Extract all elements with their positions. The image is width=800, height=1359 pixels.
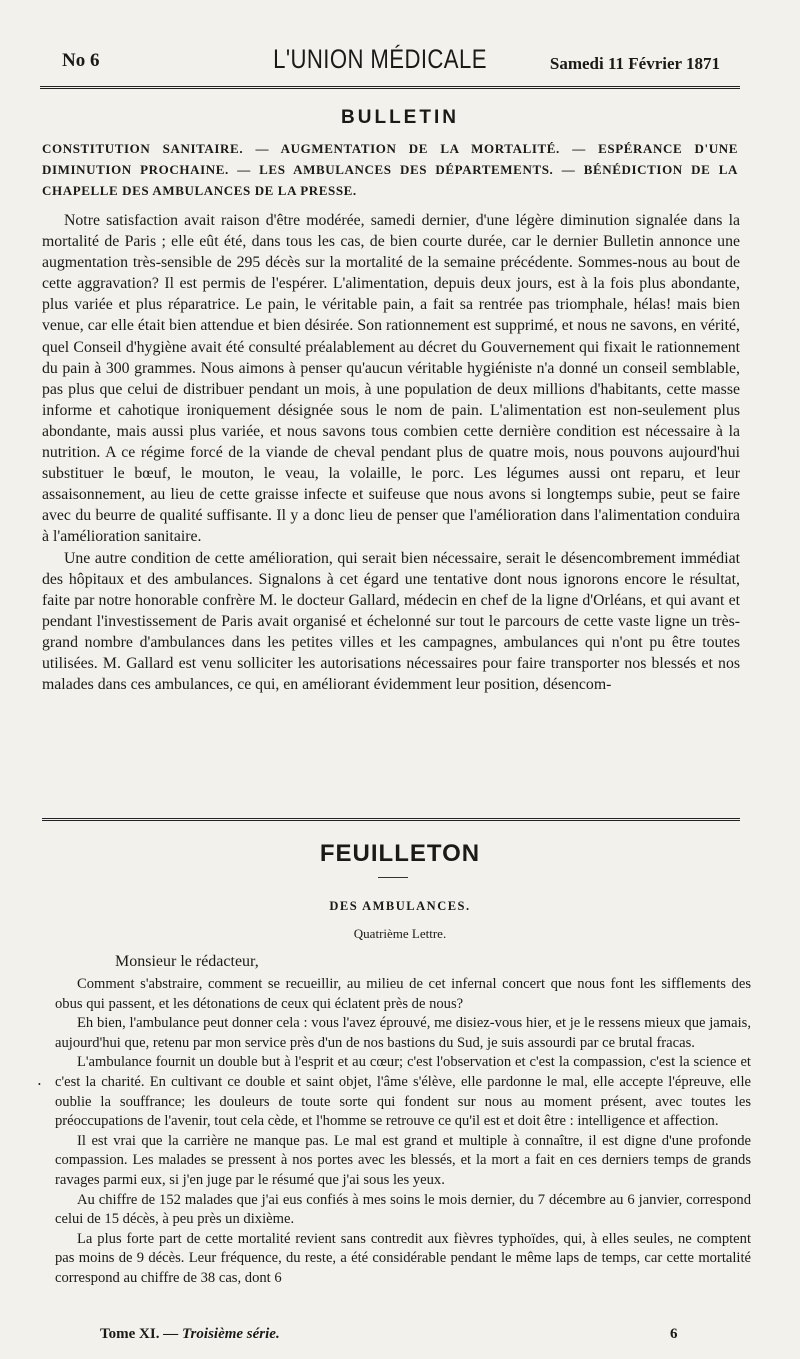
page-number: 6: [670, 1326, 678, 1342]
section-divider: [42, 818, 740, 821]
feuilleton-paragraph: Il est vrai que la carrière ne manque pas. Le mal est grand et multiple à connaître, il est digne d'une profonde compassion. Les malades se pressent à nos portes avec les blessés, et la mort a fait en ces derniers temps de grands ravages parmi eux, si j'en juge par le résumé que j'ai sous les yeux.: [55, 1132, 751, 1188]
feuilleton-body: [55, 975, 751, 1289]
feuilleton-section-title: DES AMBULANCES.: [329, 899, 471, 913]
footer-volume: [100, 1326, 280, 1343]
feuilleton-paragraph: Eh bien, l'ambulance peut donner cela : vous l'avez éprouvé, me disiez-vous hier, et je le ressens mieux que jamais, aujourd'hui que, retenu par mon service près d'un de nos bastions du Sud, je suis assourdi par ce brutal fracas.: [55, 1015, 751, 1051]
issue-date: Samedi 11 Février 1871: [549, 54, 720, 73]
feuilleton-paragraph: Comment s'abstraire, comment se recueillir, au milieu de cet infernal concert que nous font les sifflements des obus qui passent, et les détonations de ceux qui éclatent près de nous?: [55, 976, 751, 1012]
feuilleton-paragraph: L'ambulance fournit un double but à l'esprit et au cœur; c'est l'observation et c'est la compassion, c'est la science et c'est la charité. En cultivant ce double et saint objet, l'âme s'élève, elle pardonne le mal, elle accepte l'épreuve, elle oublie la souffrance; les douleurs de toute sorte qui fondent sur nous au moment présent, avec toutes les préoccupations de l'avenir, tout cela cède, et l'homme se retrouve ce qu'il est et doit être : intelligence et affection.: [55, 1054, 751, 1130]
journal-title: L'UNION MÉDICALE: [273, 44, 487, 74]
bulletin-paragraph: Une autre condition de cette amélioration, qui serait bien nécessaire, serait le désencombrement immédiat des hôpitaux et des ambulances. Signalons à cet égard une tentative dont nous ignorons encore le résultat, faite par notre honorable confrère M. le docteur Gallard, médecin en chef de la ligne d'Orléans, et qui avant et pendant l'investissement de Paris avait organisé et échelonné sur tout le parcours de cette vaste ligne un très-grand nombre d'ambulances dans les petites villes et les campagnes, ambulances qui n'ont pu être toutes utilisées. M. Gallard est venu solliciter les autorisations nécessaires pour faire transporter nos blessés et nos malades dans ces ambulances, ce qui, en améliorant évidemment leur position, désencom-: [42, 549, 740, 694]
bulletin-body: [42, 210, 740, 695]
margin-dot: •: [38, 1080, 41, 1089]
bulletin-summary: CONSTITUTION SANITAIRE. — AUGMENTATION DE LA MORTALITÉ. — ESPÉRANCE D'UNE DIMINUTION PROCHAINE. — LES AMBULANCES DES DÉPARTEMENTS. — BÉNÉDICTION DE LA CHAPELLE DES AMBULANCES DE LA PRESSE.: [42, 141, 738, 198]
bulletin-paragraph: Notre satisfaction avait raison d'être modérée, samedi dernier, d'une légère diminution signalée dans la mortalité de Paris ; elle eût été, dans tous les cas, de bien courte durée, car le dernier Bulletin annonce une augmentation très-sensible de 295 décès sur la mortalité de la semaine précédente. Sommes-nous au bout de cette aggravation? Il est permis de l'espérer. L'alimentation, depuis deux jours, est à la fois plus abondante, plus variée et plus réparatrice. Le pain, le véritable pain, a fait sa rentrée pas triomphale, hélas! mais bien venue, car elle était bien attendue et bien désirée. Son rationnement est supprimé, et nous ne savons, en vérité, quel Conseil d'hygiène avait été consulté préalablement au décret du Gouvernement qui fixait le rationnement du pain à 300 grammes. Nous aimons à penser qu'aucun véritable hygiéniste n'a donné un conseil semblable, pas plus que celui de distribuer pendant un mois, à une population de deux millions d'habitants, cette masse informe et cahotique ironiquement désignée sous le nom de pain. L'alimentation est non-seulement plus abondante, mais aussi plus variée, et nous savons tous combien cette dernière condition est nécessaire à la nutrition. A ce régime forcé de la viande de cheval pendant plus de quatre mois, nous pouvons aujourd'hui substituer le bœuf, le mouton, le veau, la volaille, le porc. Les légumes aussi ont reparu, et leur assaisonnement, au lieu de cette graisse infecte et suifeuse que nous avons si longtemps subie, peut se faire avec du beurre de qualité suffisante. Il y a donc lieu de penser que l'amélioration dans l'alimentation conduira à l'amélioration sanitaire.: [42, 212, 740, 546]
tome-label: Tome XI.: [100, 1326, 160, 1342]
heading-dash: [378, 877, 408, 878]
feuilleton-heading: FEUILLETON: [319, 840, 481, 867]
bulletin-heading: BULLETIN: [341, 107, 459, 128]
issue-number: No 6: [62, 50, 100, 71]
feuilleton-paragraph: La plus forte part de cette mortalité revient sans contredit aux fièvres typhoïdes, qui, à elles seules, ne comptent pas moins de 9 décès. Leur fréquence, du reste, a été considérable pendant le même laps de temps, car cette mortalité correspond au chiffre de 38 cas, dont 6: [55, 1230, 751, 1286]
series-label: — Troisième série.: [163, 1326, 280, 1342]
letter-title: Quatrième Lettre.: [353, 926, 447, 941]
salutation: Monsieur le rédacteur,: [115, 953, 259, 970]
masthead: [40, 44, 720, 80]
feuilleton-paragraph: Au chiffre de 152 malades que j'ai eus confiés à mes soins le mois dernier, du 7 décembre au 6 janvier, correspond celui de 15 décès, à peu près un dixième.: [55, 1191, 751, 1228]
header-rule: [40, 86, 740, 89]
